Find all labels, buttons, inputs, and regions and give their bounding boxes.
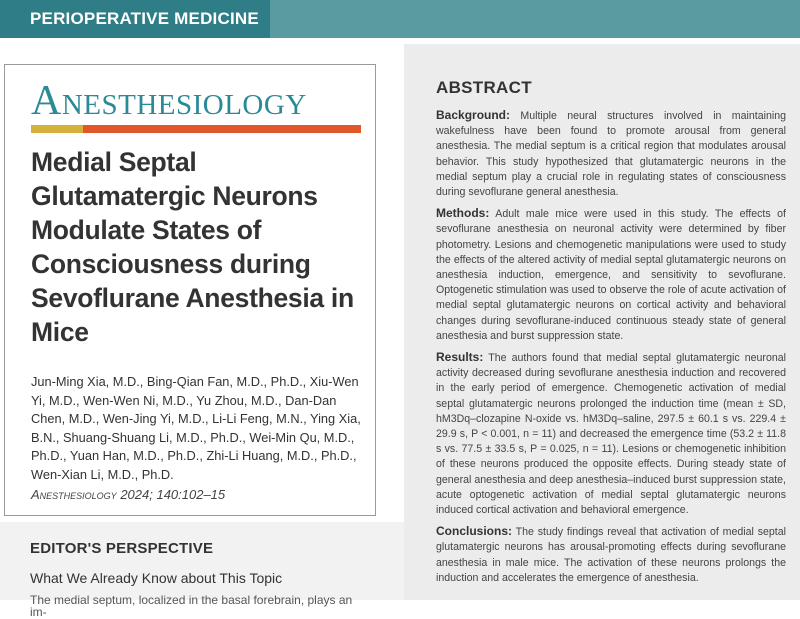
logo-stripe-yellow xyxy=(31,125,83,133)
conclusions-text: The study findings reveal that activation of medial septal glutamatergic neurons has arousal-promoting effects during sevoflurane anesthesia in male mice. The activation of these neurons prolongs the induction and accelerates the emergence of anesthesia. xyxy=(436,526,786,584)
section-label: PERIOPERATIVE MEDICINE xyxy=(0,0,270,38)
logo-stripe-orange xyxy=(83,125,361,133)
abstract-heading: ABSTRACT xyxy=(436,78,532,97)
header-band xyxy=(270,0,800,38)
author-list: Jun-Ming Xia, M.D., Bing-Qian Fan, M.D., Ph.D., Xiu-Wen Yi, M.D., Wen-Wen Ni, M.D., Yu Zhou, M.D., Dan-Dan Chen, M.D., Wen-Jing Yi, M.D., Li-Li Feng, M.N., Ying Xia, B.N., Shuang-Shuang Li, M.D., Ph.D., Wei-Min Qu, M.D., Ph.D., Yuan Han, M.D., Ph.D., Zhi-Li Huang, M.D., Ph.D., Wen-Xian Li, M.D., Ph.D. xyxy=(31,374,361,482)
results-label: Results: xyxy=(436,350,484,365)
methods-label: Methods: xyxy=(436,206,490,221)
citation-journal: Anesthesiology xyxy=(31,487,117,502)
what-we-know-heading: What We Already Know about This Topic xyxy=(30,570,283,586)
conclusions-label: Conclusions: xyxy=(436,524,513,539)
article-title: Medial Septal Glutamatergic Neurons Modulate States of Consciousness during Sevoflurane Anesthesia in Mice xyxy=(31,147,354,347)
editors-perspective-panel xyxy=(0,522,404,600)
methods-text: Adult male mice were used in this study. The effects of sevoflurane anesthesia on neuronal activity were determined by fiber photometry. Lesions and chemogenetic manipulations were used to study the effects of the altered activity of medial septal glutamatergic neurons on anesthesia induction, emergence, and sensitivity to sevoflurane. Optogenetic stimulation was used to observe the role of acute activation of medial septal glutamatergic neurons on cortical activity and behavioral changes during sevoflurane-induced continuous steady state of general anesthesia and burst suppression state. xyxy=(436,208,786,342)
background-text: Multiple neural structures involved in maintaining wakefulness have been found to promote arousal from general anesthesia. The medial septum is a critical region that modulates arousal behavior. This study hypothesized that glutamatergic neurons in the medial septum play a crucial role in regulating states of consciousness during sevoflurane general anesthesia. xyxy=(436,110,786,199)
abstract-conclusions xyxy=(436,524,786,586)
abstract-results xyxy=(436,350,786,518)
abstract-background xyxy=(436,108,786,200)
abstract-body xyxy=(436,108,786,592)
title-box xyxy=(4,64,376,516)
citation xyxy=(31,487,371,502)
editors-perspective-heading: EDITOR'S PERSPECTIVE xyxy=(30,540,214,557)
results-text: The authors found that medial septal glutamatergic neuronal activity decreased during sevoflurane anesthesia induction and recovered in the early period of emergence. Chemogenetic activation of medial septal glutamatergic neurons prolonged the induction time (mean ± SD, hM3Dq–clozapine N-oxide vs. hM3Dq–saline, 297.5 ± 60.1 s vs. 229.4 ± 29.9 s, P < 0.001, n = 11) and decreased the emergence time (53.2 ± 11.8 s vs. 77.5 ± 33.5 s, P = 0.025, n = 11). Lesions or chemogenetic inhibition of these neurons produced the opposite effects. During steady state of general anesthesia and deep anesthesia–induced burst suppression state, acute optogenetic activation of medial septal glutamatergic neurons induced cortical activation and behavioral emergence. xyxy=(436,352,786,517)
perspective-first-line: The medial septum, localized in the basal forebrain, plays an im- xyxy=(30,593,353,619)
citation-details: 2024; 140:102–15 xyxy=(116,487,226,502)
abstract-methods xyxy=(436,206,786,344)
background-label: Background: xyxy=(436,108,511,122)
journal-logo: Anesthesiology xyxy=(31,78,307,124)
